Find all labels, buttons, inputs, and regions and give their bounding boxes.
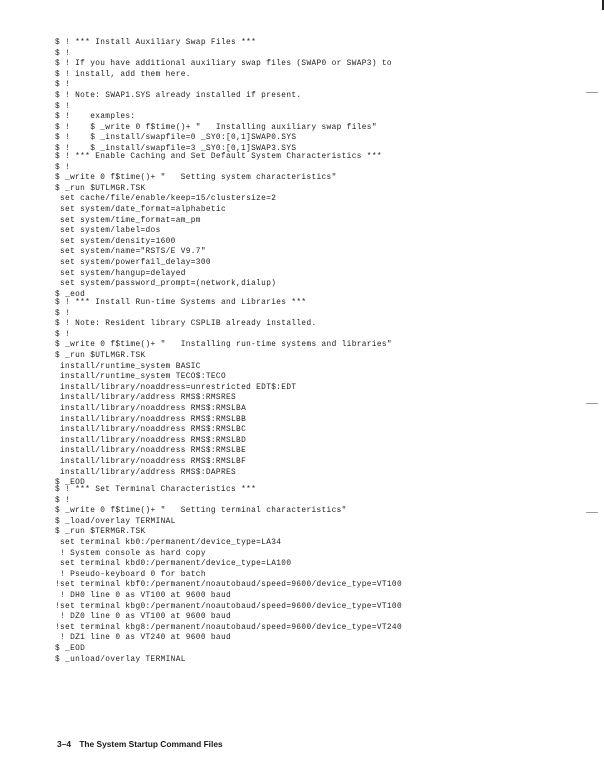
code-line: set system/password_prompt=(network,dialup) <box>55 280 277 289</box>
code-line: install/library/noaddress RMS$:RMSLBF <box>55 457 247 466</box>
code-line: ! System console as hard copy <box>55 549 206 558</box>
code-line: !set terminal kbg0:/permanent/noautobaud/speed=9600/device_type=VT100 <box>55 602 402 611</box>
code-line: !set terminal kbg8:/permanent/noautobaud/speed=9600/device_type=VT240 <box>55 623 402 632</box>
chapter-title: The System Startup Command Files <box>79 739 223 749</box>
code-line: install/runtime_system TECO$:TECO <box>55 373 226 382</box>
margin-mark <box>586 512 598 513</box>
code-line: $ ! install, add them here. <box>55 70 191 79</box>
code-line: $ _run $UTLMGR.TSK <box>55 351 146 360</box>
code-line: $ ! <box>55 81 71 90</box>
code-line: install/library/noaddress RMS$:RMSLBC <box>55 426 247 435</box>
code-line: set system/name="RSTS/E V9.7" <box>55 248 206 257</box>
code-line: $ ! *** Enable Caching and Set Default System Characteristics *** <box>55 153 382 161</box>
terminal-characteristics-section <box>55 485 402 665</box>
code-line: install/library/noaddress RMS$:RMSLBB <box>55 415 247 424</box>
code-line: $ ! <box>55 330 71 339</box>
code-line: $ ! examples: <box>55 113 136 122</box>
code-line: $ ! *** Set Terminal Characteristics *** <box>55 486 257 494</box>
code-line: $ ! <box>55 49 71 58</box>
code-line: $ _write 0 f$time()+ " Setting terminal characteristics" <box>55 507 347 516</box>
code-line: set system/density=1600 <box>55 237 176 246</box>
code-line: ! DZ0 line 0 as VT100 at 9600 baud <box>55 613 232 622</box>
code-line: install/library/address RMS$:DAPRES <box>55 468 237 477</box>
code-line: $ _write 0 f$time()+ " Setting system characteristics" <box>55 174 337 183</box>
code-line: $ _write 0 f$time()+ " Installing run-time systems and libraries" <box>55 341 392 350</box>
code-line: !set terminal kbf0:/permanent/noautobaud/speed=9600/device_type=VT100 <box>55 581 402 590</box>
code-line: $ ! Note: Resident library CSPLIB already installed. <box>55 320 317 329</box>
code-line: $ ! $ _write 0 f$time()+ " Installing auxiliary swap files" <box>55 123 377 132</box>
code-line: set system/hangup=delayed <box>55 269 186 278</box>
page-footer <box>57 739 223 749</box>
code-line: install/library/noaddress=unrestricted EDT$:EDT <box>55 383 297 392</box>
code-line: $ _load/overlay TERMINAL <box>55 517 176 526</box>
system-characteristics-section <box>55 152 382 300</box>
code-line: $ ! <box>55 309 71 318</box>
code-line: $ _eod <box>55 290 86 299</box>
code-line: $ ! *** Install Auxiliary Swap Files *** <box>55 39 257 47</box>
code-line: $ _run $UTLMGR.TSK <box>55 184 146 193</box>
code-line: set system/label=dos <box>55 227 161 236</box>
code-line: ! DZ1 line 0 as VT240 at 9600 baud <box>55 634 232 643</box>
code-line: install/runtime_system BASIC <box>55 362 201 371</box>
code-line: install/library/noaddress RMS$:RMSLBE <box>55 447 247 456</box>
code-line: $ ! $ _install/swapfile=0 _SY0:[0,1]SWAP0.SYS <box>55 134 297 143</box>
code-line: $ _EOD <box>55 644 86 653</box>
code-line: $ ! <box>55 496 71 505</box>
code-line: set terminal kbd0:/permanent/device_type=LA100 <box>55 560 292 569</box>
code-line: $ ! <box>55 163 71 172</box>
code-line: set terminal kb0:/permanent/device_type=LA34 <box>55 538 282 547</box>
margin-mark <box>586 92 598 93</box>
swap-files-section <box>55 38 392 155</box>
code-line: set system/time_format=am_pm <box>55 216 201 225</box>
code-line: $ _unload/overlay TERMINAL <box>55 655 186 664</box>
code-line: install/library/noaddress RMS$:RMSLBA <box>55 404 247 413</box>
page-number: 3–4 <box>57 739 71 749</box>
code-line: set cache/file/enable/keep=15/clustersize=2 <box>55 195 277 204</box>
margin-mark <box>586 403 598 404</box>
code-line: ! DH0 line 0 as VT100 at 9600 baud <box>55 591 232 600</box>
code-line: set system/powerfail_delay=300 <box>55 258 211 267</box>
code-line: ! Pseudo-keyboard 0 for batch <box>55 570 206 579</box>
code-line: $ ! *** Install Run-time Systems and Libraries *** <box>55 299 307 307</box>
code-line: $ ! <box>55 102 71 111</box>
code-line: $ _EOD <box>55 479 86 488</box>
code-line: $ ! $ _install/swapfile=3 _SY0:[0,1]SWAP3.SYS <box>55 144 297 153</box>
code-line: $ ! If you have additional auxiliary swap files (SWAP0 or SWAP3) to <box>55 60 392 69</box>
code-line: $ _run $TERMGR.TSK <box>55 528 146 537</box>
code-line: install/library/noaddress RMS$:RMSLBD <box>55 436 247 445</box>
code-line: $ ! Note: SWAP1.SYS already installed if present. <box>55 91 302 100</box>
code-line: install/library/address RMS$:RMSRES <box>55 394 237 403</box>
runtime-systems-section <box>55 298 392 489</box>
code-line: set system/date_format=alphabetic <box>55 205 226 214</box>
